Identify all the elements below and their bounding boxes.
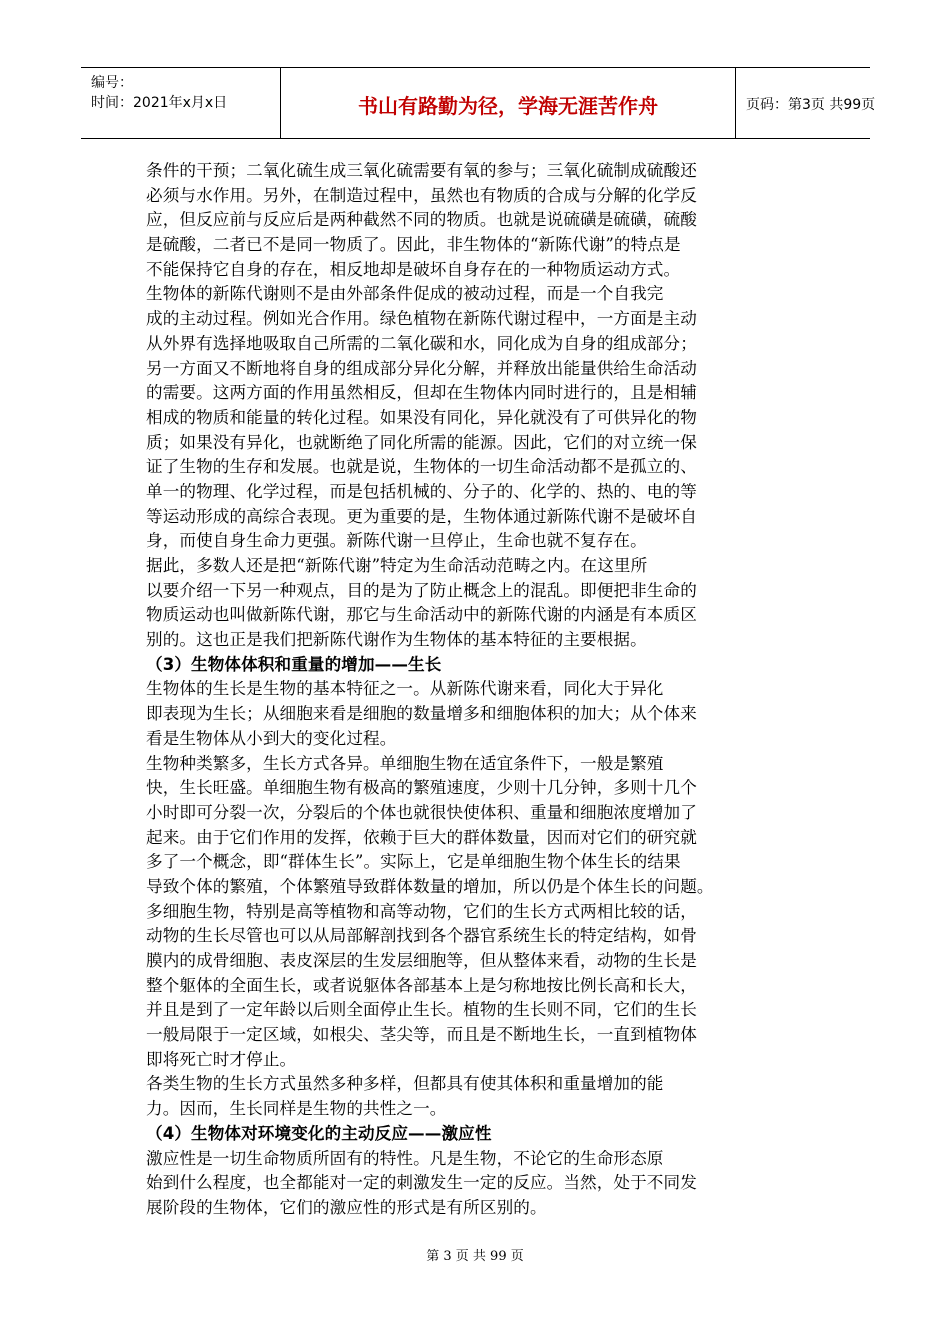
text-line: 质；如果没有异化，也就断绝了同化所需的能源。因此，它们的对立统一保 (146, 432, 697, 452)
text-line: 据此，多数人还是把“新陈代谢”特定为生命活动范畴之内。在这里所 (146, 556, 648, 575)
text-line: 整个躯体的全面生长，或者说躯体各部基本上是匀称地按比例长高和长大， (146, 975, 697, 995)
text-line: 别的。这也正是我们把新陈代谢作为生物体的基本特征的主要根据。 (146, 630, 647, 650)
text-line: 物质运动也叫做新陈代谢，那它与生命活动中的新陈代谢的内涵是有本质区 (146, 605, 697, 625)
number-label: 编号： (91, 75, 133, 91)
text-line: 激应性是一切生命物质所固有的特性。凡是生物，不论它的生命形态原 (146, 1148, 664, 1168)
text-line: 生物体的新陈代谢则不是由外部条件促成的被动过程，而是一个自我完 (146, 284, 664, 304)
text-line: 证了生物的生存和发展。也就是说，生物体的一切生命活动都不是孤立的、 (146, 457, 697, 477)
text-line: 一般局限于一定区域，如根尖、茎尖等，而且是不断地生长，一直到植物体 (146, 1025, 697, 1045)
text-line: 条件的干预；二氧化硫生成三氧化硫需要有氧的参与；三氧化硫制成硫酸还 (146, 161, 697, 180)
text-line: 即将死亡时才停止。 (146, 1049, 297, 1069)
text-line: 动物的生长尽管也可以从局部解剖找到各个器官系统生长的特定结构，如骨 (146, 926, 697, 946)
text-line: 导致个体的繁殖，个体繁殖导致群体数量的增加，所以仍是个体生长的问题。 (146, 876, 714, 896)
header-page-label: 页码：第3页 共99页 (746, 97, 876, 113)
page-footer: 第 3 页 共 99 页 (426, 1249, 524, 1264)
text-line: 生物种类繁多，生长方式各异。单细胞生物在适宜条件下，一般是繁殖 (146, 753, 664, 773)
text-line: 应，但反应前与反应后是两种截然不同的物质。也就是说硫磺是硫磺，硫酸 (146, 210, 697, 230)
text-line: 单一的物理、化学过程，而是包括机械的、分子的、化学的、热的、电的等 (146, 481, 697, 501)
text-line: 即表现为生长；从细胞来看是细胞的数量增多和细胞体积的加大；从个体来 (146, 704, 697, 724)
text-line: 展阶段的生物体，它们的激应性的形式是有所区别的。 (146, 1197, 547, 1217)
text-line: 起来。由于它们作用的发挥，依赖于巨大的群体数量，因而对它们的研究就 (146, 827, 697, 847)
header-motto: 书山有路勤为径，学海无涯苦作舟 (358, 94, 658, 118)
text-line: 并且是到了一定年龄以后则全面停止生长。植物的生长则不同，它们的生长 (146, 1000, 697, 1020)
text-line: 必须与水作用。另外，在制造过程中，虽然也有物质的合成与分解的化学反 (146, 185, 697, 205)
date-label: 时间：2021年x月x日 (91, 95, 228, 111)
header-page-cell (736, 68, 876, 138)
text-line: 看是生物体从小到大的变化过程。 (146, 728, 397, 748)
text-line: 相成的物质和能量的转化过程。如果没有同化，异化就没有了可供异化的物 (146, 407, 697, 427)
text-line: 的需要。这两方面的作用虽然相反，但却在生物体内同时进行的，且是相辅 (146, 383, 697, 403)
page-header (81, 67, 876, 139)
text-line: 多细胞生物，特别是高等植物和高等动物，它们的生长方式两相比较的话， (146, 901, 697, 921)
header-meta-cell (81, 68, 281, 138)
text-line: 成的主动过程。例如光合作用。绿色植物在新陈代谢过程中，一方面是主动 (146, 309, 697, 329)
section-heading: （3）生物体体积和重量的增加——生长 (146, 654, 442, 674)
text-line: 以要介绍一下另一种观点，目的是为了防止概念上的混乱。即便把非生命的 (146, 580, 697, 600)
text-line: 小时即可分裂一次，分裂后的个体也就很快使体积、重量和细胞浓度增加了 (146, 802, 697, 822)
text-line: 等运动形成的高综合表现。更为重要的是，生物体通过新陈代谢不是破坏自 (146, 506, 697, 526)
text-line: 多了一个概念，即“群体生长”。实际上，它是单细胞生物个体生长的结果 (146, 852, 681, 872)
text-line: 膜内的成骨细胞、表皮深层的生发层细胞等，但从整体来看，动物的生长是 (146, 951, 697, 970)
text-line: 各类生物的生长方式虽然多种多样，但都具有使其体积和重量增加的能 (146, 1074, 664, 1094)
text-line: 另一方面又不断地将自身的组成部分异化分解，并释放出能量供给生命活动 (146, 358, 697, 378)
text-line: 快，生长旺盛。单细胞生物有极高的繁殖速度，少则十几分钟，多则十几个 (146, 778, 697, 798)
header-motto-cell (281, 68, 736, 138)
text-line: 身，而使自身生命力更强。新陈代谢一旦停止，生命也就不复存在。 (146, 531, 647, 551)
text-line: 始到什么程度，也全都能对一定的刺激发生一定的反应。当然，处于不同发 (146, 1173, 697, 1193)
text-line: 是硫酸，二者已不是同一物质了。因此，非生物体的“新陈代谢”的特点是 (146, 235, 681, 255)
document-body (146, 159, 806, 1221)
text-line: 不能保持它自身的存在，相反地却是破坏自身存在的一种物质运动方式。 (146, 259, 681, 279)
text-line: 从外界有选择地吸取自己所需的二氧化碳和水，同化成为自身的组成部分； (146, 333, 697, 353)
text-line: 力。因而，生长同样是生物的共性之一。 (146, 1099, 447, 1119)
section-heading: （4）生物体对环境变化的主动反应——激应性 (146, 1123, 492, 1143)
text-line: 生物体的生长是生物的基本特征之一。从新陈代谢来看，同化大于异化 (146, 679, 664, 699)
